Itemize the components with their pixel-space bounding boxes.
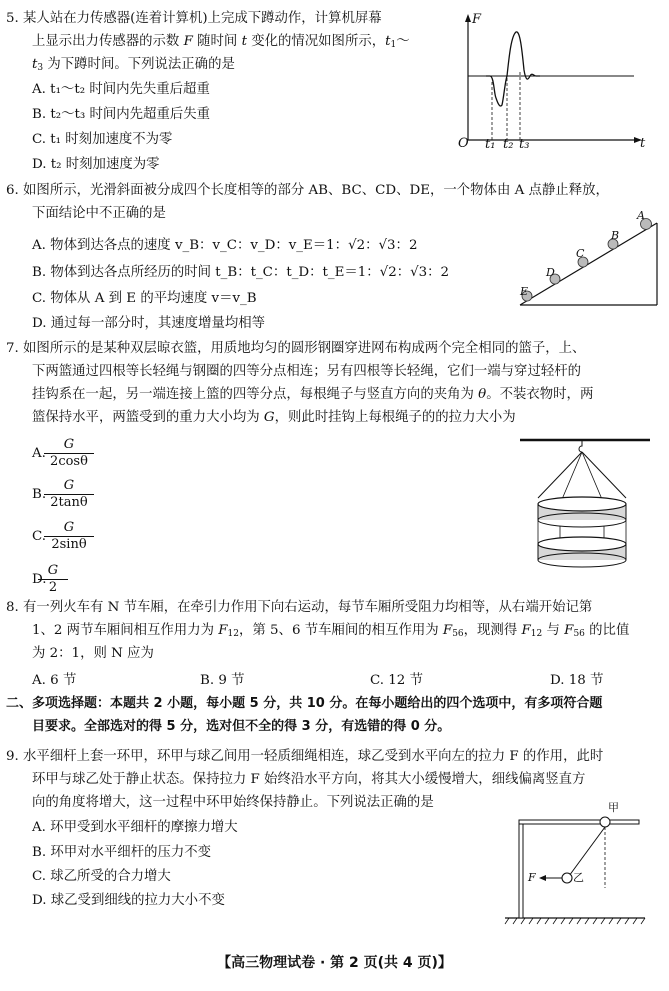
q6-point-e: E [520, 285, 529, 298]
q7-option-a-fraction: $\frac{G}{2\cos\theta}$ [44, 437, 94, 470]
q5-graph-origin: O [458, 136, 469, 151]
q6-option-b: B. 物体到达各点所经历的时间 t_B：t_C：t_D：t_E＝1：√2：√3：2 [32, 265, 450, 280]
q6-point-d: D [546, 266, 555, 279]
q7-basket-diagram [520, 432, 650, 582]
q9-line3: 向的角度将增大，这一过程中环甲始终保持静止。下列说法正确的是 [32, 795, 434, 810]
q7-option-c-label: C. [32, 529, 47, 544]
q5-option-a: A. t₁～t₂ 时间内先失重后超重 [32, 82, 210, 97]
page-footer: 【高三物理试卷 · 第 2 页(共 4 页)】 [217, 955, 452, 971]
q7-option-d-label: D. [32, 572, 47, 587]
q5-graph-y-label: F [472, 12, 482, 27]
q6-point-c: C [576, 247, 585, 260]
q8-option-a: A. 6 节 [32, 673, 77, 688]
q5-option-b: B. t₂～t₃ 时间内先超重后失重 [32, 107, 211, 122]
q9-line2: 环甲与球乙处于静止状态。保持拉力 F 始终沿水平方向，将其大小缓慢增大，细线偏离竖直方 [32, 772, 586, 787]
q5-option-c: C. t₁ 时刻加速度不为零 [32, 132, 173, 147]
q8-line1: 8. 有一列火车有 N 节车厢，在牵引力作用下向右运动，每节车厢所受阻力均相等，从右端开始记第 [6, 600, 593, 615]
q6-option-d: D. 通过每一部分时，其速度增量均相等 [32, 316, 266, 331]
q9-option-b: B. 环甲对水平细杆的压力不变 [32, 845, 212, 860]
q5-graph-t3: t₃ [519, 137, 530, 152]
q9-line1: 9. 水平细杆上套一环甲，环甲与球乙间用一轻质细绳相连，球乙受到水平向左的拉力 F 的作用，此时 [6, 749, 604, 764]
q5-line3: $t_3$ 为下蹲时间。下列说法正确的是 [32, 57, 235, 73]
q6-point-b: B [611, 229, 620, 242]
q8-option-c: C. 12 节 [370, 673, 423, 688]
q6-point-a: A [637, 209, 645, 222]
q8-option-b: B. 9 节 [200, 673, 245, 688]
q7-line4: 篮保持水平，两篮受到的重力大小均为 G，则此时挂钩上每根绳子的的拉力大小为 [32, 410, 516, 425]
q6-line2: 下面结论中不正确的是 [32, 206, 166, 221]
q7-option-b-fraction: $\frac{G}{2\tan\theta}$ [44, 478, 94, 511]
q9-option-a: A. 环甲受到水平细杆的摩擦力增大 [32, 820, 238, 835]
q5-line1: 5. 某人站在力传感器(连着计算机)上完成下蹲动作，计算机屏幕 [6, 11, 382, 26]
q5-line2: 上显示出力传感器的示数 F 随时间 t 变化的情况如图所示，$t_1\sim$ [32, 34, 410, 50]
q8-line3: 为 2：1，则 N 应为 [32, 646, 154, 661]
q7-option-a-label: A. [32, 446, 46, 461]
q9-option-d: D. 球乙受到细线的拉力大小不变 [32, 893, 225, 908]
q8-line2: 1、2 两节车厢间相互作用力为 $F_{12}$，第 5、6 节车厢间的相互作用为 $F_{56}$，现测得 $F_{12}$ 与 $F_{56}$ 的比值 [32, 623, 630, 639]
q5-graph-t2: t₂ [503, 137, 514, 152]
q7-line1: 7. 如图所示的是某种双层晾衣篮，用质地均匀的圆形钢圈穿进网布构成两个完全相同的篮子，上、 [6, 341, 586, 356]
q9-force-label: F [528, 871, 536, 884]
q8-option-d: D. 18 节 [550, 673, 604, 688]
q9-ring-label: 甲 [608, 801, 619, 814]
q7-line2: 下两篮通过四根等长轻绳与钢圈的四等分点相连；另有四根等长轻绳，它们一端与穿过轻杆的 [32, 364, 582, 379]
section2-heading-line1: 二、多项选择题：本题共 2 小题，每小题 5 分，共 10 分。在每小题给出的四个选项中，有多项符合题 [6, 696, 603, 711]
section2-heading-line2: 目要求。全部选对的得 5 分，选对但不全的得 3 分，有选错的得 0 分。 [32, 719, 451, 734]
q7-option-b-label: B. [32, 487, 47, 502]
q9-ring-ball-diagram [505, 808, 655, 926]
q5-graph-x-label: t [640, 136, 646, 151]
q6-line1: 6. 如图所示，光滑斜面被分成四个长度相等的部分 AB、BC、CD、DE，一个物体由 A 点静止释放， [6, 183, 609, 198]
q6-option-c: C. 物体从 A 到 E 的平均速度 v＝v_B [32, 291, 257, 306]
q9-option-c: C. 球乙所受的合力增大 [32, 869, 171, 884]
q9-ball-label: 乙 [573, 871, 584, 884]
q6-option-a: A. 物体到达各点的速度 v_B：v_C：v_D：v_E＝1：√2：√3：2 [32, 238, 418, 253]
q7-option-d-fraction: $\frac{G}{2}$ [38, 563, 68, 596]
q5-graph-t1: t₁ [485, 137, 496, 152]
q7-line3: 挂钩系在一起，另一端连接上篮的四等分点，每根绳子与竖直方向的夹角为 θ。不装衣物时，两 [32, 387, 594, 402]
q7-option-c-fraction: $\frac{G}{2\sin\theta}$ [44, 520, 94, 553]
q5-option-d: D. t₂ 时刻加速度为零 [32, 157, 160, 172]
